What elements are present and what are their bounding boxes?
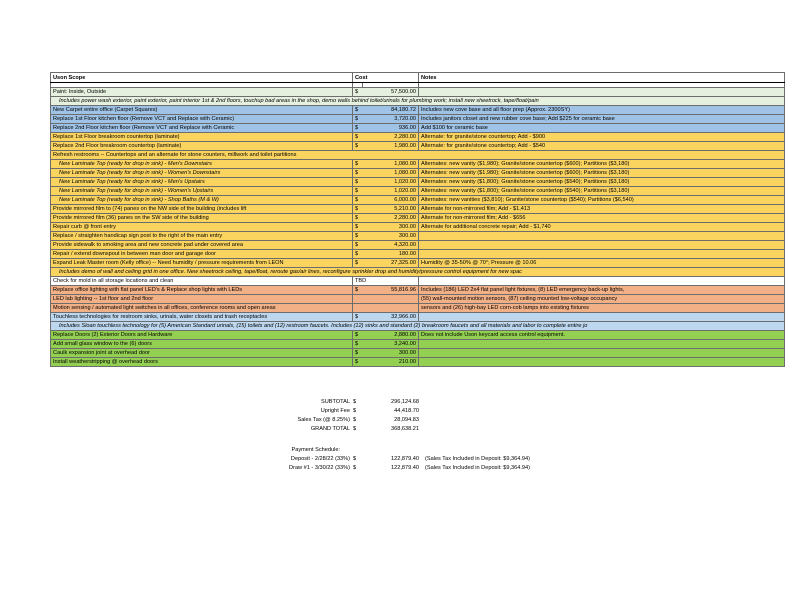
- table-row: [51, 349, 785, 358]
- table-row: [51, 196, 785, 205]
- totals-block: [200, 398, 419, 434]
- notes-cell: Alternates: new vanity ($1,980); Granite/stone countertop ($600); Partitions ($3,180): [419, 160, 785, 169]
- table-row: [51, 178, 785, 187]
- scope-cell: Provide mirrored film (36) panes on the SW side of the building: [51, 214, 353, 223]
- notes-cell: Includes new cove base and all floor prep (Approx. 2300SY): [419, 106, 785, 115]
- cost-cell: 180.00: [363, 250, 419, 259]
- cost-cell: [363, 304, 419, 313]
- cost-cell: 3,240.00: [363, 340, 419, 349]
- payment-label: Deposit - 2/28/22 (33%): [290, 456, 350, 462]
- currency-cell: $: [353, 142, 363, 151]
- currency-cell: $: [353, 187, 363, 196]
- table-row: [51, 223, 785, 232]
- cost-cell: 210.00: [363, 358, 419, 367]
- notes-cell: [419, 232, 785, 241]
- cost-cell: [363, 277, 419, 286]
- scope-cell: Replace Doors (2) Exterior Doors and Hardware: [51, 331, 353, 340]
- currency-cell: $: [353, 214, 363, 223]
- scope-cell: Expand Leak Master room (Kelly office) -- Need humidity / pressure requirements from LEON: [51, 259, 353, 268]
- currency-cell: [353, 304, 363, 313]
- cost-cell: 2,280.00: [363, 133, 419, 142]
- payment-note: (Sales Tax Included in Deposit: $9,364.94): [425, 456, 530, 462]
- notes-cell: Alternates: new vanities ($3,810); Granite/stone countertop ($540); Partitions ($6,540): [419, 196, 785, 205]
- table-row: [51, 232, 785, 241]
- currency-cell: [353, 295, 363, 304]
- cost-cell: 1,980.00: [363, 142, 419, 151]
- table-row: [51, 295, 785, 304]
- notes-cell: Alternate for additional concrete repair; Add - $1,740: [419, 223, 785, 232]
- note-row: [51, 97, 785, 106]
- table-row: [51, 205, 785, 214]
- notes-cell: Alternate: for granite/stone countertop; Add - $540: [419, 142, 785, 151]
- cost-cell: 57,500.00: [363, 88, 419, 97]
- payment-row: [200, 464, 530, 473]
- payment-heading-row: [200, 446, 530, 455]
- total-row: [200, 407, 419, 416]
- table-row: [51, 142, 785, 151]
- scope-cell: Motion sensing / automated light switches in all offices, conference rooms and open areas: [51, 304, 353, 313]
- total-row: [200, 425, 419, 434]
- cost-cell: 2,880.00: [363, 331, 419, 340]
- notes-cell: Alternates: new vanity ($1,800); Granite/stone countertop ($540); Partitions ($3,180): [419, 178, 785, 187]
- currency-cell: TBD: [353, 277, 363, 286]
- currency-cell: $: [353, 331, 363, 340]
- scope-cell: Touchless technologies for restroom sinks, urinals, water closets and trash receptacles: [51, 313, 353, 322]
- notes-cell: Alternates: new vanity ($1,800); Granite/stone countertop ($540); Partitions ($3,180): [419, 187, 785, 196]
- scope-cell: Replace 2nd Floor kitchen floor (Remove VCT and Replace with Ceramic: [51, 124, 353, 133]
- table-row: [51, 115, 785, 124]
- total-label: SUBTOTAL: [320, 399, 350, 405]
- scope-cell: New Carpet entire office (Carpet Squares): [51, 106, 353, 115]
- scope-table: [50, 72, 785, 367]
- scope-cell: Repair curb @ front entry: [51, 223, 353, 232]
- total-label: GRAND TOTAL: [310, 426, 350, 432]
- notes-cell: [419, 277, 785, 286]
- payment-label: Draw #1 - 3/30/22 (33%): [289, 465, 350, 471]
- currency-cell: $: [353, 349, 363, 358]
- note-row: [51, 322, 785, 331]
- scope-cell: Paint: Inside, Outside: [51, 88, 353, 97]
- scope-cell: Provide mirrored film to (74) panes on the NW side of the building (includes lift: [51, 205, 353, 214]
- scope-cell: Repair / extend downspout in between man door and garage door: [51, 250, 353, 259]
- table-row: [51, 304, 785, 313]
- currency-cell: $: [353, 178, 363, 187]
- payment-row: [200, 455, 530, 464]
- estimate-sheet: [50, 72, 784, 367]
- cost-cell: 32,966.00: [363, 313, 419, 322]
- table-row: [51, 106, 785, 115]
- header-scope: Uson Scope: [51, 73, 353, 83]
- payment-heading: Payment Schedule:: [291, 447, 340, 453]
- notes-cell: Humidity @ 35-50% @ 70°; Pressure @ 10.06: [419, 259, 785, 268]
- total-value: 368,638.21: [391, 426, 419, 432]
- scope-cell: Install weatherstripping @ overhead doors: [51, 358, 353, 367]
- note-text: Includes Sloan touchless technology for (5) American Standard urinals, (15) toilets and (12) restroom faucets. Includes (12) sinks and standard (2) breakroom faucets and all materials and labor to complete entire jo: [51, 322, 785, 331]
- cost-cell: 5,210.00: [363, 205, 419, 214]
- table-row: [51, 340, 785, 349]
- notes-cell: sensors and (26) high-bay LED corn-cob lamps into existing fixtures: [419, 304, 785, 313]
- total-row: [200, 416, 419, 425]
- currency-cell: $: [353, 115, 363, 124]
- table-row: [51, 241, 785, 250]
- cost-cell: 300.00: [363, 223, 419, 232]
- total-currency: $: [353, 408, 357, 414]
- scope-cell: Replace 2nd Floor breakroom countertop (laminate): [51, 142, 353, 151]
- cost-cell: 2,280.00: [363, 214, 419, 223]
- scope-cell: Replace / straighten handicap sign post to the right of the main entry: [51, 232, 353, 241]
- notes-cell: Includes (186) LED 2x4 flat panel light fixtures, (8) LED emergency back-up lights,: [419, 286, 785, 295]
- notes-cell: (55) wall-mounted motion sensors, (87) ceiling mounted low-voltage occupancy: [419, 295, 785, 304]
- header-notes: Notes: [419, 73, 785, 83]
- currency-cell: $: [353, 106, 363, 115]
- section-text: Refresh restrooms -- Countertops and an alternate for stone counters, millwork and toilet partitions: [51, 151, 785, 160]
- currency-cell: $: [353, 196, 363, 205]
- total-label: Sales Tax (@ 8.25%): [297, 417, 350, 423]
- table-row: [51, 133, 785, 142]
- payment-value: 122,879.40: [391, 465, 419, 471]
- header-row: [51, 73, 785, 83]
- notes-cell: [419, 88, 785, 97]
- scope-cell: Replace 1st Floor kitchen floor (Remove VCT and Replace with Ceramic): [51, 115, 353, 124]
- notes-cell: Add $100 for ceramic base: [419, 124, 785, 133]
- cost-cell: 4,320.00: [363, 241, 419, 250]
- cost-cell: 6,000.00: [363, 196, 419, 205]
- cost-cell: 936.00: [363, 124, 419, 133]
- cost-cell: 1,020.00: [363, 187, 419, 196]
- payment-currency: $: [353, 465, 357, 471]
- note-row: [51, 268, 785, 277]
- notes-cell: [419, 349, 785, 358]
- currency-cell: $: [353, 205, 363, 214]
- note-text: Includes demo of wall and ceiling grid in one office. New sheetrock ceiling, tape/float, reroute gas/air lines, reconfigure sprinkler drop and humidity/pressure control equipment for new spac: [51, 268, 785, 277]
- payment-note: (Sales Tax Included in Deposit: $9,364.94): [425, 465, 530, 471]
- notes-cell: Alternate: for granite/stone countertop; Add - $900: [419, 133, 785, 142]
- scope-cell: Add small glass window to the (6) doors: [51, 340, 353, 349]
- scope-cell: Provide sidewalk to smoking area and new concrete pad under covered area: [51, 241, 353, 250]
- table-row: [51, 286, 785, 295]
- cost-cell: 84,180.72: [363, 106, 419, 115]
- total-value: 296,124.68: [391, 399, 419, 405]
- table-row: [51, 259, 785, 268]
- table-row: [51, 277, 785, 286]
- cost-cell: [363, 295, 419, 304]
- notes-cell: [419, 241, 785, 250]
- scope-cell: Replace office lighting with flat panel LED's & Replace shop lights with LEDs: [51, 286, 353, 295]
- currency-cell: $: [353, 358, 363, 367]
- scope-cell: Replace 1st Floor breakroom countertop (laminate): [51, 133, 353, 142]
- table-row: [51, 313, 785, 322]
- scope-cell: New Laminate Top (ready for drop in sink) - Men's Downstairs: [51, 160, 353, 169]
- currency-cell: $: [353, 286, 363, 295]
- currency-cell: $: [353, 169, 363, 178]
- scope-cell: New Laminate Top (ready for drop in sink) - Shop Baths (M & W): [51, 196, 353, 205]
- currency-cell: $: [353, 88, 363, 97]
- currency-cell: $: [353, 124, 363, 133]
- notes-cell: Includes janitors closet and new rubber cove base; Add $225 for ceramic base: [419, 115, 785, 124]
- table-row: [51, 214, 785, 223]
- header-cost: Cost: [353, 73, 419, 83]
- table-row: [51, 169, 785, 178]
- table-row: [51, 187, 785, 196]
- payment-value: 122,879.40: [391, 456, 419, 462]
- payment-schedule: [200, 446, 530, 473]
- payment-currency: $: [353, 456, 357, 462]
- total-label: Upright Fee: [320, 408, 350, 414]
- note-text: Includes power wash exterior, paint exterior, paint interior 1st & 2nd floors, touchup bad areas in the shop, demo walls behind toilet/urinals for plumbing work; install new sheetrock, tape/float/pain: [51, 97, 785, 106]
- currency-cell: $: [353, 313, 363, 322]
- currency-cell: $: [353, 160, 363, 169]
- notes-cell: [419, 313, 785, 322]
- table-row: [51, 331, 785, 340]
- notes-cell: [419, 340, 785, 349]
- table-row: [51, 358, 785, 367]
- notes-cell: Alternates: new vanity ($1,980); Granite/stone countertop ($600); Partitions ($3,180): [419, 169, 785, 178]
- scope-cell: New Laminate Top (ready for drop in sink) - Men's Upstairs: [51, 178, 353, 187]
- currency-cell: $: [353, 223, 363, 232]
- currency-cell: $: [353, 250, 363, 259]
- cost-cell: 27,325.00: [363, 259, 419, 268]
- currency-cell: $: [353, 340, 363, 349]
- total-currency: $: [353, 426, 357, 432]
- notes-cell: Alternate for non-mirrored film; Add - $1,413: [419, 205, 785, 214]
- total-value: 44,418.70: [394, 408, 419, 414]
- notes-cell: Alternate for non-mirrored film; Add - $656: [419, 214, 785, 223]
- cost-cell: 1,080.00: [363, 160, 419, 169]
- table-row: [51, 250, 785, 259]
- cost-cell: 300.00: [363, 349, 419, 358]
- cost-cell: 3,720.00: [363, 115, 419, 124]
- notes-cell: [419, 358, 785, 367]
- currency-cell: $: [353, 259, 363, 268]
- notes-cell: [419, 250, 785, 259]
- cost-cell: 55,816.96: [363, 286, 419, 295]
- total-currency: $: [353, 399, 357, 405]
- section-row: [51, 151, 785, 160]
- cost-cell: 300.00: [363, 232, 419, 241]
- scope-cell: New Laminate Top (ready for drop in sink) - Women's Upstairs: [51, 187, 353, 196]
- cost-cell: 1,080.00: [363, 169, 419, 178]
- currency-cell: $: [353, 232, 363, 241]
- total-currency: $: [353, 417, 357, 423]
- cost-cell: 1,020.00: [363, 178, 419, 187]
- scope-cell: LED lab lighting -- 1st floor and 2nd floor: [51, 295, 353, 304]
- currency-cell: $: [353, 133, 363, 142]
- scope-cell: Check for mold in all storage locations and clean: [51, 277, 353, 286]
- total-row: [200, 398, 419, 407]
- scope-cell: New Laminate Top (ready for drop in sink) - Women's Downstairs: [51, 169, 353, 178]
- currency-cell: $: [353, 241, 363, 250]
- table-row: [51, 124, 785, 133]
- table-row: [51, 88, 785, 97]
- notes-cell: Does not include Uson keycard access control equipment.: [419, 331, 785, 340]
- table-row: [51, 160, 785, 169]
- total-value: 28,094.83: [394, 417, 419, 423]
- scope-cell: Caulk expansion joint at overhead door: [51, 349, 353, 358]
